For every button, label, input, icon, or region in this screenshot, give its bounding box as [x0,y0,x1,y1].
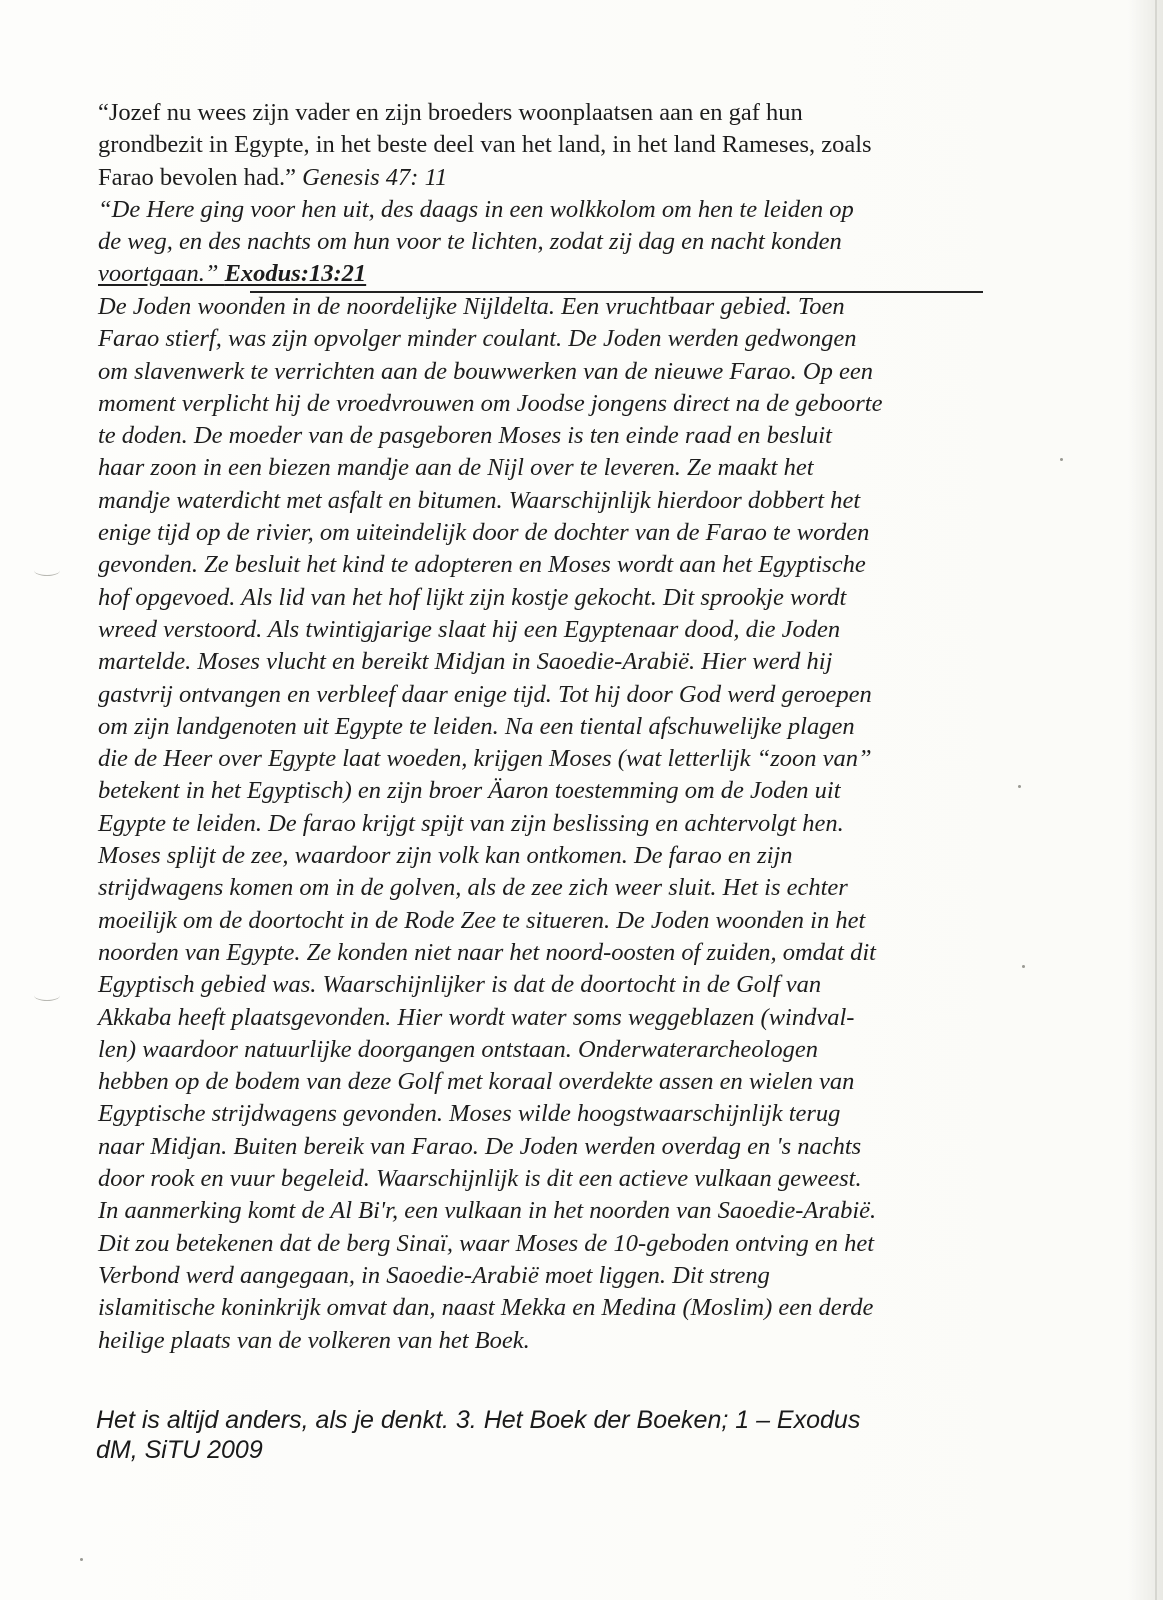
exodus-reference: Exodus:13:21 [224,260,367,288]
body-line: om zijn landgenoten uit Egypte te leiden. Na een tiental afschuwelijke plagen [98,712,855,740]
source-footer [96,1405,1056,1465]
scan-speck [1022,965,1025,968]
body-line: te doden. De moeder van de pasgeboren Moses is ten einde raad en besluit [98,422,832,450]
quote-line: grondbezit in Egypte, in het beste deel van het land, in het land Rameses, zoals [98,131,872,159]
body-line: Dit zou betekenen dat de berg Sinaï, waar Moses de 10-geboden ontving en het [98,1229,875,1257]
body-line: Egyptische strijdwagens gevonden. Moses wilde hoogstwaarschijnlijk terug [98,1100,841,1128]
body-line: gastvrij ontvangen en verbleef daar enige tijd. Tot hij door God werd geroepen [98,680,872,708]
quote-text: Farao bevolen had.” [98,163,303,191]
page-edge [1155,0,1157,1600]
body-line: die de Heer over Egypte laat woeden, krijgen Moses (wat letterlijk “zoon van” [98,745,872,773]
genesis-reference: Genesis 47: 11 [302,163,448,191]
body-line: wreed verstoord. Als twintigjarige slaat hij een Egyptenaar dood, die Joden [98,615,841,643]
body-line: betekent in het Egyptisch) en zijn broer Äaron toestemming om de Joden uit [98,777,841,805]
punch-hole-mark-bottom [34,990,60,1001]
body-line: De Joden woonden in de noordelijke Nijldelta. Een vruchtbaar gebied. Toen [98,293,845,320]
body-line: In aanmerking komt de Al Bi'r, een vulkaan in het noorden van Saoedie-Arabië. [98,1197,877,1225]
body-line: moeilijk om de doortocht in de Rode Zee te situeren. De Joden woonden in het [98,906,866,934]
body-line: hebben op de bodem van deze Golf met koraal overdekte assen en wielen van [98,1068,855,1096]
body-line: heilige plaats van de volkeren van het Boek. [98,1326,530,1354]
body-line: Akkaba heeft plaatsgevonden. Hier wordt water soms weggeblazen (windval- [98,1003,855,1031]
quote-line: “De Here ging voor hen uit, des daags in een wolkkolom om hen te leiden op [98,195,854,223]
body-line: hof opgevoed. Als lid van het hof lijkt zijn kostje gekocht. Dit sprookje wordt [98,583,847,611]
body-line: strijdwagens komen om in de golven, als de zee zich weer sluit. Het is echter [98,874,848,902]
quote-text: voortgaan.” [98,260,225,288]
bible-quotes [98,97,1018,291]
footer-title: Het is altijd anders, als je denkt. 3. Het Boek der Boeken; 1 – Exodus [96,1406,861,1434]
body-line: noorden van Egypte. Ze konden niet naar het noord-oosten of zuiden, omdat dit [98,938,876,966]
scan-speck [1018,785,1021,788]
body-line: martelde. Moses vlucht en bereikt Midjan in Saoedie-Arabië. Hier werd hij [98,648,833,676]
body-line: naar Midjan. Buiten bereik van Farao. De Joden werden overdag en 's nachts [98,1132,862,1160]
quote-line [98,258,1018,290]
footer-author: dM, SiTU 2009 [96,1436,263,1464]
quote-line: de weg, en des nachts om hun voor te lichten, zodat zij dag en nacht konden [98,228,842,256]
body-line: door rook en vuur begeleid. Waarschijnlijk is dit een actieve vulkaan geweest. [98,1165,862,1193]
body-line: Egyptisch gebied was. Waarschijnlijker is dat de doortocht in de Golf van [98,971,822,999]
body-line: Egypte te leiden. De farao krijgt spijt van zijn beslissing en achtervolgt hen. [98,809,844,837]
body-line: Verbond werd aangegaan, in Saoedie-Arabië moet liggen. Dit streng [98,1261,770,1289]
punch-hole-mark-top [34,565,60,576]
body-text [98,291,1018,1357]
body-line: haar zoon in een biezen mandje aan de Nijl over te leveren. Ze maakt het [98,454,814,482]
body-line: Farao stierf, was zijn opvolger minder coulant. De Joden werden gedwongen [98,325,857,353]
scan-speck [1060,458,1063,461]
body-line: mandje waterdicht met asfalt en bitumen. Waarschijnlijk hierdoor dobbert het [98,486,861,514]
body-line: islamitische koninkrijk omvat dan, naast Mekka en Medina (Moslim) een derde [98,1294,874,1322]
scan-speck [80,1558,83,1561]
body-line: gevonden. Ze besluit het kind te adopteren en Moses wordt aan het Egyptische [98,551,866,579]
body-line: om slavenwerk te verrichten aan de bouwwerken van de nieuwe Farao. Op een [98,357,873,385]
body-line: len) waardoor natuurlijke doorgangen ontstaan. Onderwaterarcheologen [98,1035,818,1063]
body-line: Moses splijt de zee, waardoor zijn volk kan ontkomen. De farao en zijn [98,842,793,870]
body-line: enige tijd op de rivier, om uiteindelijk door de dochter van de Farao te worden [98,519,870,547]
quote-line [98,162,1018,194]
quote-line: “Jozef nu wees zijn vader en zijn broeders woonplaatsen aan en gaf hun [98,99,803,126]
body-line: moment verplicht hij de vroedvrouwen om Joodse jongens direct na de geboorte [98,389,883,417]
